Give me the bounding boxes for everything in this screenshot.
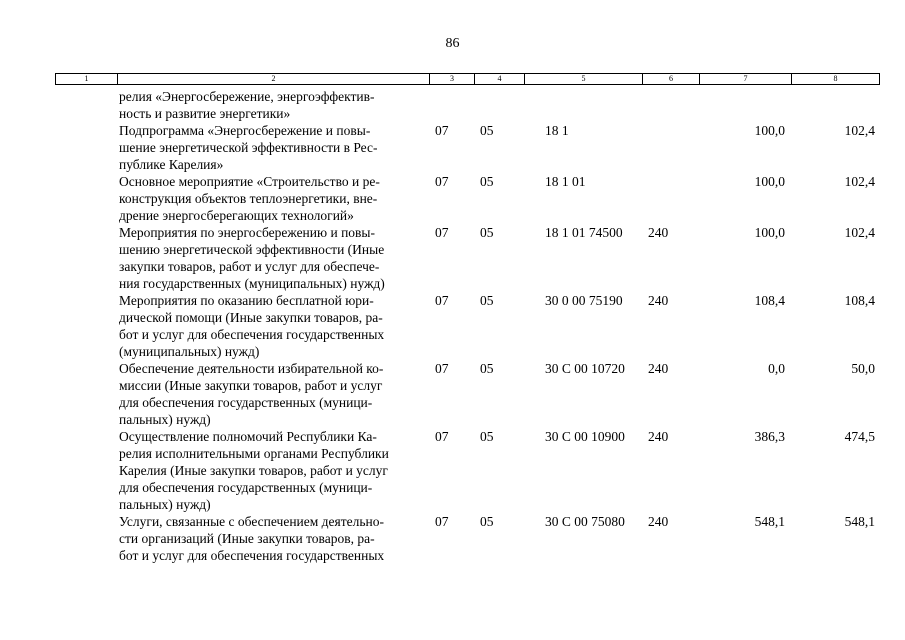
amount-col8: 102,4 [844, 225, 875, 240]
subsection-code: 05 [480, 123, 494, 138]
column-number-7: 7 [699, 74, 791, 84]
row-name: Подпрограмма «Энергосбережение и повы- шение энергетической эффективности в Рес- публике Карелия» [119, 123, 378, 172]
section-code: 07 [435, 225, 449, 240]
section-code: 07 [435, 361, 449, 376]
column-header-row [55, 73, 880, 85]
subsection-code: 05 [480, 514, 494, 529]
amount-col8: 548,1 [844, 514, 875, 529]
table-row [0, 88, 905, 122]
amount-col7: 108,4 [754, 293, 785, 308]
subsection-code: 05 [480, 174, 494, 189]
page-number: 86 [445, 36, 460, 51]
target-article-code: 30 С 00 10900 [545, 429, 625, 444]
section-code: 07 [435, 514, 449, 529]
expense-type-code: 240 [648, 293, 669, 308]
table-row [0, 513, 905, 564]
section-code: 07 [435, 293, 449, 308]
amount-col7: 100,0 [754, 123, 785, 138]
amount-col8: 474,5 [844, 429, 875, 444]
expense-type-code: 240 [648, 429, 669, 444]
amount-col7: 100,0 [754, 225, 785, 240]
row-name: Услуги, связанные с обеспечением деятельно- сти организаций (Иные закупки товаров, ра- бот и услуг для обеспечения государственных [119, 514, 385, 563]
budget-table-body [0, 88, 905, 564]
subsection-code: 05 [480, 429, 494, 444]
row-name: Мероприятия по энергосбережению и повы- шению энергетической эффективности (Иные закупки товаров, работ и услуг для обеспече- ния государственных (муниципальных) нужд) [119, 225, 385, 291]
column-number-1: 1 [84, 74, 89, 83]
section-code: 07 [435, 429, 449, 444]
row-name: Основное мероприятие «Строительство и ре- конструкция объектов теплоэнергетики, вне- дрение энергосберегающих технологий» [119, 174, 380, 223]
column-number-6: 6 [642, 74, 699, 84]
amount-col7: 0,0 [768, 361, 785, 376]
row-name: Мероприятия по оказанию бесплатной юри- дической помощи (Иные закупки товаров, ра- бот и услуг для обеспечения государственных (муниципальных) нужд) [119, 293, 385, 359]
table-row [0, 173, 905, 224]
amount-col7: 548,1 [754, 514, 785, 529]
amount-col8: 102,4 [844, 123, 875, 138]
expense-type-code: 240 [648, 361, 669, 376]
subsection-code: 05 [480, 293, 494, 308]
column-number-2: 2 [117, 74, 429, 84]
target-article-code: 18 1 [545, 123, 569, 138]
table-row [0, 360, 905, 428]
amount-col7: 386,3 [754, 429, 785, 444]
column-number-3: 3 [429, 74, 474, 84]
target-article-code: 30 0 00 75190 [545, 293, 623, 308]
section-code: 07 [435, 174, 449, 189]
column-number-5: 5 [524, 74, 642, 84]
table-row [0, 292, 905, 360]
amount-col8: 102,4 [844, 174, 875, 189]
table-row [0, 122, 905, 173]
row-name: релия «Энергосбережение, энергоэффектив- ность и развитие энергетики» [119, 89, 375, 121]
column-number-8: 8 [791, 74, 879, 84]
target-article-code: 18 1 01 [545, 174, 586, 189]
subsection-code: 05 [480, 361, 494, 376]
row-name: Осуществление полномочий Республики Ка- релия исполнительными органами Республики Карелия (Иные закупки товаров, работ и услуг для обеспечения государственных (муници- пальных) нужд) [119, 429, 389, 512]
target-article-code: 30 С 00 10720 [545, 361, 625, 376]
target-article-code: 30 С 00 75080 [545, 514, 625, 529]
expense-type-code: 240 [648, 514, 669, 529]
subsection-code: 05 [480, 225, 494, 240]
table-row [0, 428, 905, 513]
section-code: 07 [435, 123, 449, 138]
amount-col8: 50,0 [851, 361, 875, 376]
column-number-4: 4 [474, 74, 524, 84]
amount-col8: 108,4 [844, 293, 875, 308]
amount-col7: 100,0 [754, 174, 785, 189]
expense-type-code: 240 [648, 225, 669, 240]
row-name: Обеспечение деятельности избирательной ко- миссии (Иные закупки товаров, работ и услуг для обеспечения государственных (муници- пальных) нужд) [119, 361, 384, 427]
target-article-code: 18 1 01 74500 [545, 225, 623, 240]
table-row [0, 224, 905, 292]
